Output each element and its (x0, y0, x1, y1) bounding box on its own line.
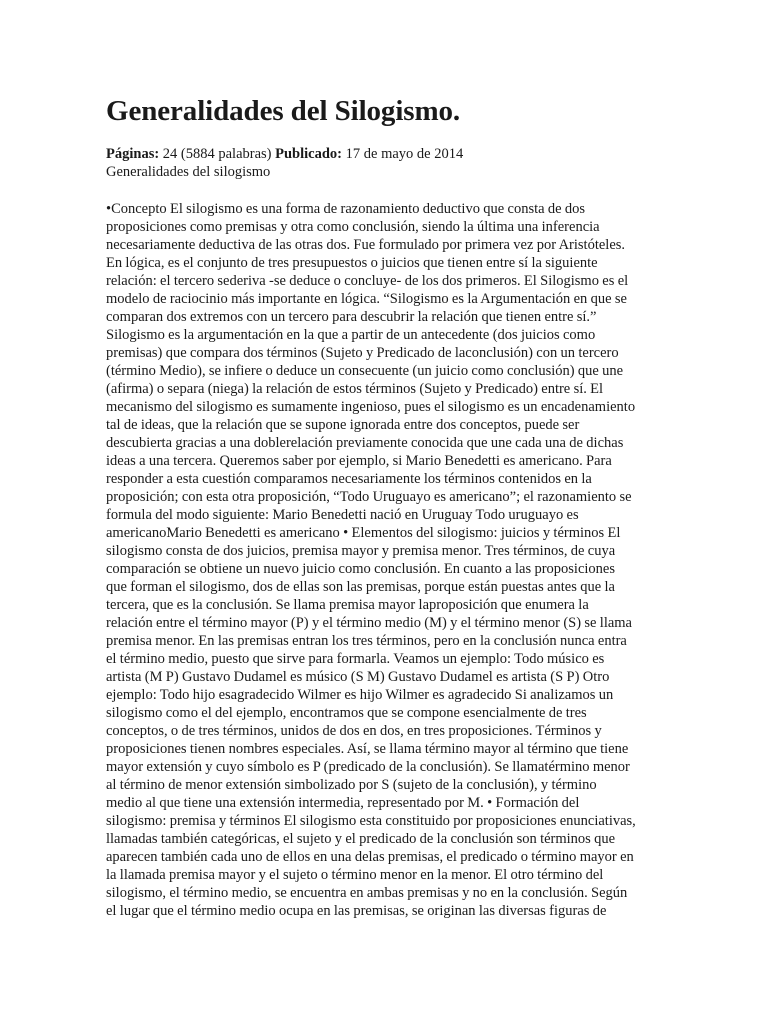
published-label: Publicado: (275, 146, 343, 162)
document-meta (106, 145, 666, 163)
document-page (106, 0, 666, 920)
page-title: Generalidades del Silogismo. (106, 95, 461, 127)
document-subtitle: Generalidades del silogismo (106, 164, 271, 180)
pages-label: Páginas: (106, 146, 160, 162)
pages-value: 24 (5884 palabras) (162, 146, 272, 162)
published-value: 17 de mayo de 2014 (345, 146, 464, 162)
document-body: •Concepto El silogismo es una forma de razonamiento deductivo que consta de dos proposiciones como premisas y otra como conclusión, siendo la última una inferencia necesariamente deductiva de las otras dos. Fue formulado por primera vez por Aristóteles. En lógica, es el conjunto de tres presupuestos o juicios que tienen entre sí la siguiente relación: el tercero sederiva -se deduce o concluye- de los dos primeros. El Silogismo es el modelo de raciocinio más importante en lógica. “Silogismo es la Argumentación en que se comparan dos extremos con un tercero para descubrir la relación que tienen entre sí.” Silogismo es la argumentación en la que a partir de un antecedente (dos juicios como premisas) que compara dos términos (Sujeto y Predicado de laconclusión) con un tercero (término Medio), se infiere o deduce un consecuente (un juicio como conclusión) que une (afirma) o separa (niega) la relación de estos términos (Sujeto y Predicado) entre sí. El mecanismo del silogismo es sumamente ingenioso, pues el silogismo es un encadenamiento tal de ideas, que la relación que se supone ignorada entre dos conceptos, puede ser descubierta gracias a una doblerelación previamente conocida que une cada una de dichas ideas a una tercera. Queremos saber por ejemplo, si Mario Benedetti es americano. Para responder a esta cuestión comparamos necesariamente los términos contenidos en la proposición; con esta otra proposición, “Todo Uruguayo es americano”; el razonamiento se formula del modo siguiente: Mario Benedetti nació en Uruguay Todo uruguayo es americanoMario Benedetti es americano • Elementos del silogismo: juicios y términos El silogismo consta de dos juicios, premisa mayor y premisa menor. Tres términos, de cuya comparación se obtiene un nuevo juicio como conclusión. En cuanto a las proposiciones que forman el silogismo, dos de ellas son las premisas, porque están puestas antes que la tercera, que es la conclusión. Se llama premisa mayor laproposición que enumera la relación entre el término mayor (P) y el término medio (M) y el término menor (S) se llama premisa menor. En las premisas entran los tres términos, pero en la conclusión nunca entra el término medio, puesto que sirve para formarla. Veamos un ejemplo: Todo músico es artista (M P) Gustavo Dudamel es músico (S M) Gustavo Dudamel es artista (S P) Otro ejemplo: Todo hijo esagradecido Wilmer es hijo Wilmer es agradecido Si analizamos un silogismo como el del ejemplo, encontramos que se compone esencialmente de tres conceptos, o de tres términos, unidos de dos en dos, en tres proposiciones. Términos y proposiciones tienen nombres especiales. Así, se llama término mayor al término que tiene mayor extensión y cuyo símbolo es P (predicado de la conclusión). Se llamatérmino menor al término de menor extensión simbolizado por S (sujeto de la conclusión), y término medio al que tiene una extensión intermedia, representado por M. • Formación del silogismo: premisa y términos El silogismo esta constituido por proposiciones enunciativas, llamadas también categóricas, el sujeto y el predicado de la conclusión son términos que aparecen también cada uno de ellos en una delas premisas, el predicado o término mayor en la llamada premisa mayor y el sujeto o término menor en la menor. El otro término del silogismo, el término medio, se encuentra en ambas premisas y no en la conclusión. Según el lugar que el término medio ocupa en las premisas, se originan las diversas figuras de (106, 201, 636, 919)
